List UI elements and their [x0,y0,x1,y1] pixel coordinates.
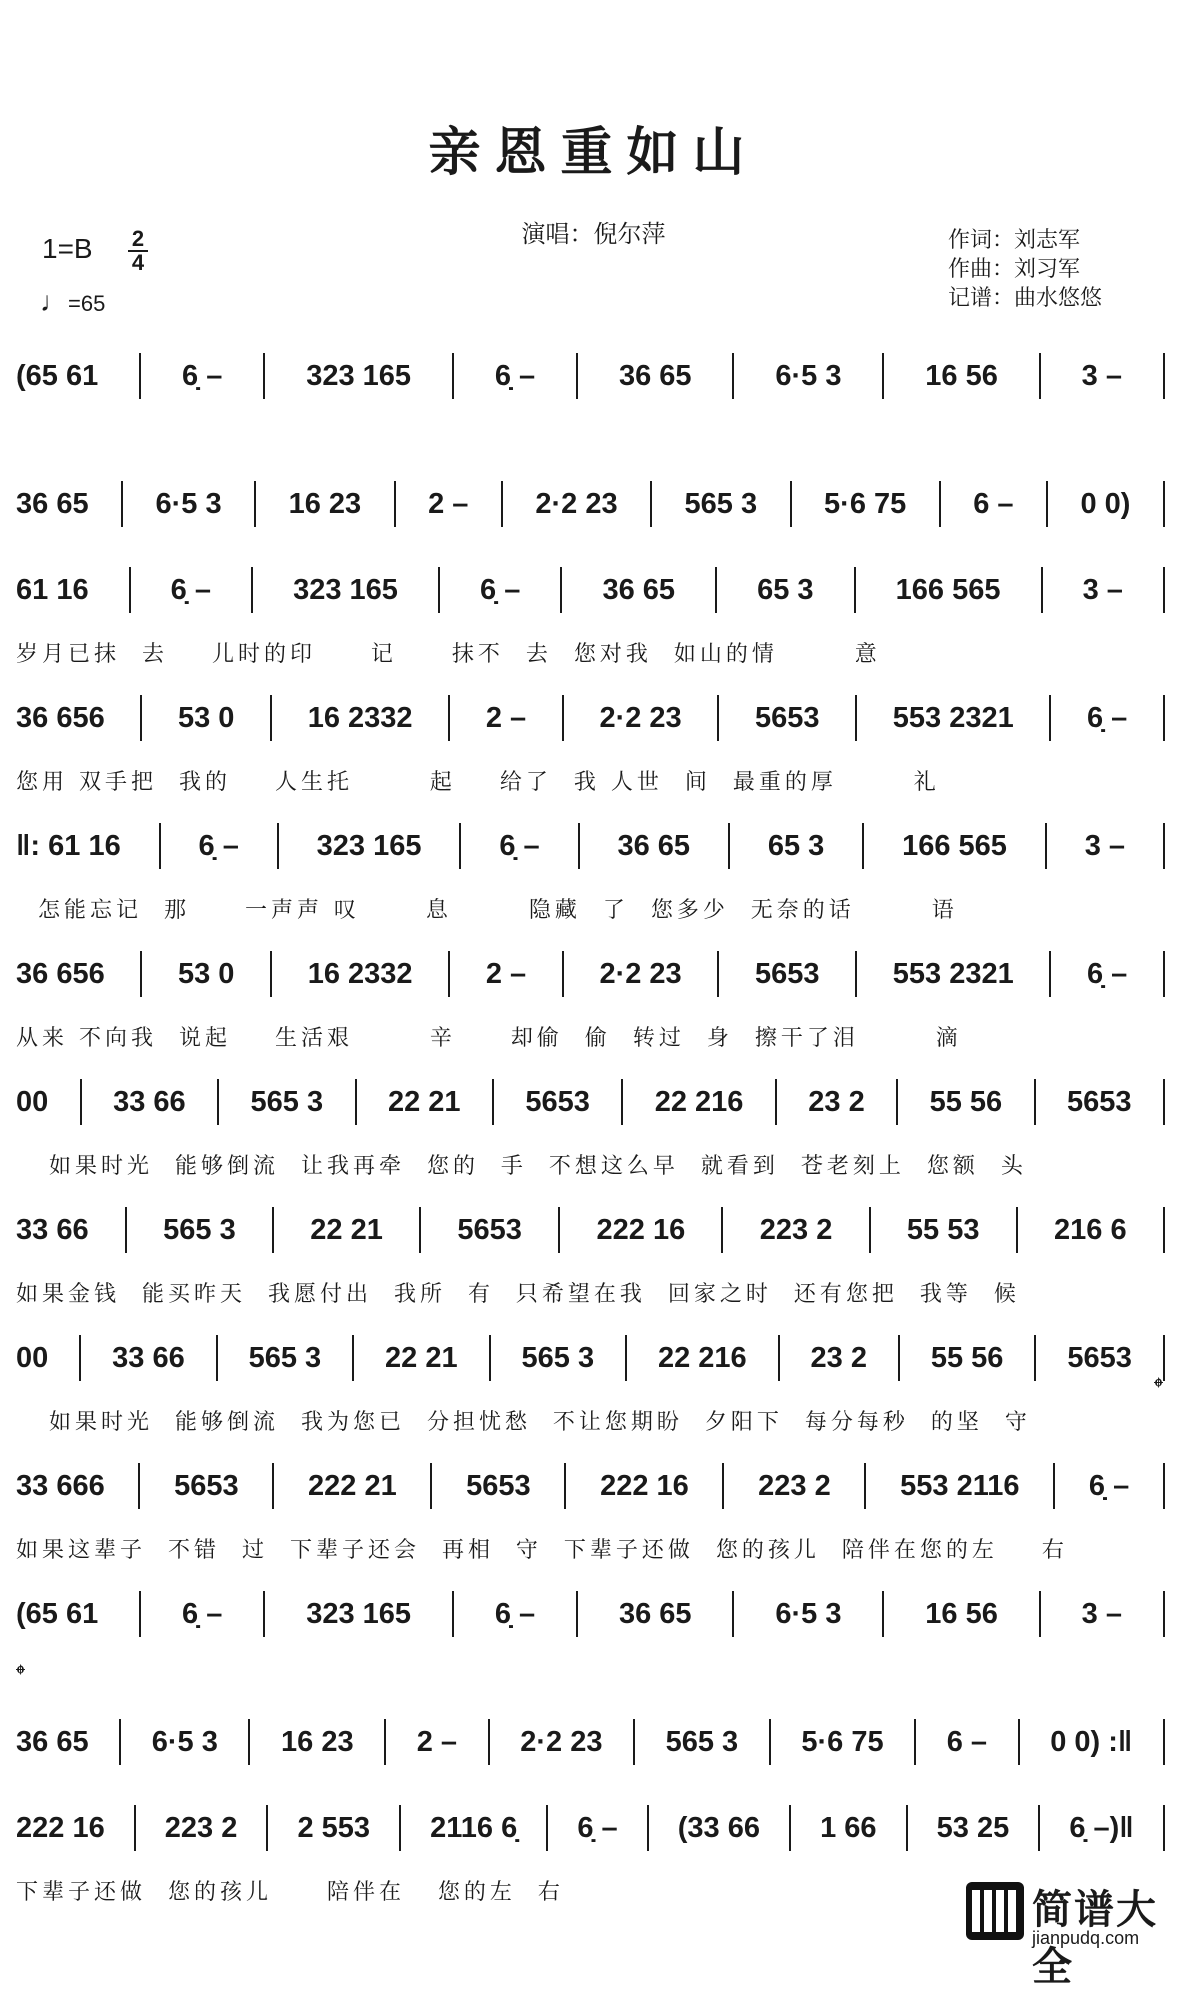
bar-line [159,823,161,869]
measure: 553 2321 [892,957,1014,990]
score-system [16,813,1171,941]
bar-line [251,567,253,613]
measure: 6̣ – [1087,957,1128,990]
measure: 36 65 [617,829,691,862]
measure: 22 21 [310,1213,383,1246]
lyrics-line: 下辈子还做 您的孩儿 陪伴在 您的左 右 [16,1880,564,1905]
measure: 2 – [485,701,527,734]
bar-line [855,695,857,741]
measure: 5·6 75 [824,487,907,520]
measure: 2 – [428,487,469,520]
measure: 2116 6̣ [430,1811,518,1844]
bar-line [562,951,564,997]
bar-line [769,1719,771,1765]
bar-line [263,353,265,399]
bar-line [399,1805,401,1851]
bar-line [448,951,450,997]
measure: 2 – [416,1725,458,1758]
bar-line [270,951,272,997]
bar-line [140,695,142,741]
measure: 6̣ –)‖ [1069,1811,1134,1844]
bar-line [1163,1335,1165,1381]
notes-row [16,479,1171,529]
measure: 6·5 3 [155,487,222,520]
bar-line [1045,823,1047,869]
bar-line [138,1463,140,1509]
watermark-url: jianpudq.com [1032,1928,1140,1948]
measure: 553 2116 [900,1469,1020,1502]
key-signature: 1=B [42,233,93,264]
measure: 6̣ – [480,573,521,606]
measure: 2·2 23 [520,1725,603,1758]
time-denominator: 4 [131,250,145,275]
measure: 5653 [1067,1085,1132,1118]
time-numerator: 2 [128,228,148,252]
notes-row [16,351,1171,401]
measure: 5653 [754,701,820,734]
measure: 565 3 [163,1213,236,1246]
bar-line [1163,353,1165,399]
bar-line [119,1719,121,1765]
bar-line [546,1805,548,1851]
bar-line [266,1805,268,1851]
bar-line [732,353,734,399]
bar-line [355,1079,357,1125]
bar-line [1034,1079,1036,1125]
lyrics-line: 从来 不向我 说起 生活艰 辛 却偷 偷 转过 身 擦干了泪 滴 [16,1026,962,1051]
bar-line [134,1805,136,1851]
notes-row [16,1077,1171,1127]
measure: 22 21 [387,1085,461,1118]
watermark-logo [966,1876,1176,1990]
bar-line [896,1079,898,1125]
bar-line [1163,951,1165,997]
score-system [16,1069,1171,1197]
bar-line [1039,1591,1041,1637]
bar-line [216,1335,218,1381]
bar-line [254,481,256,527]
score-system [16,941,1171,1069]
measure: 565 3 [250,1085,324,1118]
composer-credit: 作曲：刘习军 [948,257,1081,282]
bar-line [898,1335,900,1381]
measure: 2·2 23 [599,701,682,734]
bar-line [564,1463,566,1509]
bar-line [1034,1335,1036,1381]
bar-line [1163,1463,1165,1509]
singer-credit: 演唱：倪尔萍 [521,220,666,248]
notes-row [16,1717,1171,1767]
measure: 5653 [754,957,820,990]
tempo-value: =65 [68,291,106,316]
measure: 2 553 [297,1811,371,1844]
bar-line [1163,1805,1165,1851]
bar-line [129,567,131,613]
credits [948,226,1102,313]
bar-line [1046,481,1048,527]
bar-line [789,1805,791,1851]
bar-line [775,1079,777,1125]
measure: 323 165 [316,829,422,862]
measure: 6 – [973,487,1014,520]
measure: 16 2332 [307,701,413,734]
measure: 5653 [174,1469,239,1502]
measure: 33 66 [113,1085,186,1118]
score-system [16,471,1171,557]
bar-line [633,1719,635,1765]
bar-line [914,1719,916,1765]
bar-line [217,1079,219,1125]
bar-line [272,1463,274,1509]
measure: 2 – [485,957,527,990]
lyrics-line: 如果时光 能够倒流 让我再牵 您的 手 不想这么早 就看到 苍老刻上 您额 头 [16,1154,1027,1179]
bar-line [270,695,272,741]
measure: 166 565 [895,573,1001,606]
measure: 6̣ – [494,1597,536,1630]
measure: 222 16 [16,1811,105,1844]
measure: 23 2 [810,1341,867,1374]
score-system [16,1709,1171,1795]
measure: 22 216 [657,1341,747,1374]
bar-line [492,1079,494,1125]
song-title: 亲恩重如山 [428,122,759,183]
lyrics-line: 怎能忘记 那 一声声 叹 息 隐藏 了 您多少 无奈的话 语 [16,898,958,923]
bar-line [1163,823,1165,869]
time-signature [128,228,148,274]
measure: 222 16 [600,1469,689,1502]
bar-line [452,1591,454,1637]
measure: 222 16 [596,1213,686,1246]
bar-line [854,567,856,613]
coda-sign-icon: 𝄌 [1154,1373,1163,1403]
bar-line [488,1719,490,1765]
measure: 65 3 [767,829,825,862]
measure: (33 66 [677,1811,760,1844]
measure: 3 – [1082,573,1123,606]
bar-line [1053,1463,1055,1509]
lyrics-line: 如果这辈子 不错 过 下辈子还会 再相 守 下辈子还做 您的孩儿 陪伴在您的左 右 [16,1538,1068,1563]
measure: 5·6 75 [801,1725,884,1758]
measure: 5653 [457,1213,522,1246]
measure: 5653 [466,1469,531,1502]
measure: 565 3 [521,1341,595,1374]
bar-line [560,567,562,613]
bar-line [1039,353,1041,399]
bar-line [79,1335,81,1381]
measure: 36 65 [16,487,89,520]
bar-line [717,695,719,741]
bar-line [625,1335,627,1381]
bar-line [728,823,730,869]
score-system [16,1795,1171,1905]
score [16,343,1171,1905]
bar-line [855,951,857,997]
measure: 33 66 [112,1341,185,1374]
bar-line [1163,1591,1165,1637]
bar-line [1163,1207,1165,1253]
bar-line [263,1591,265,1637]
measure: 36 65 [602,573,676,606]
transcriber-credit: 记谱：曲水悠悠 [948,286,1103,311]
bar-line [80,1079,82,1125]
bar-line [430,1463,432,1509]
bar-line [394,481,396,527]
measure: 565 3 [684,487,758,520]
notes-row [16,1333,1171,1383]
measure: 36 65 [618,359,692,392]
bar-line [717,951,719,997]
notes-row [16,1803,1171,1853]
quarter-note-icon: ♩ [40,286,68,317]
bar-line [732,1591,734,1637]
score-system [16,1325,1171,1453]
bar-line [576,1591,578,1637]
lyrics-line: 如果金钱 能买昨天 我愿付出 我所 有 只希望在我 回家之时 还有您把 我等 候 [16,1282,1020,1307]
measure: 55 56 [929,1085,1003,1118]
bar-line [1018,1719,1020,1765]
measure: 6̣ – [1087,701,1128,734]
notes-row [16,821,1171,871]
bar-line [882,353,884,399]
bar-line [277,823,279,869]
measure: 61 16 [16,573,89,606]
bar-line [448,695,450,741]
measure: 6̣ – [499,829,540,862]
measure: 223 2 [164,1811,238,1844]
measure: 222 21 [308,1469,397,1502]
measure: 216 6 [1054,1213,1127,1246]
measure: (65 61 [16,1597,99,1630]
lyrics-line: 您用 双手把 我的 人生托 起 给了 我 人世 间 最重的厚 礼 [16,770,940,795]
bar-line [939,481,941,527]
bar-line [558,1207,560,1253]
bar-line [248,1719,250,1765]
bar-line [715,567,717,613]
score-system [16,1581,1171,1709]
measure: 00 [16,1341,49,1374]
bar-line [1163,695,1165,741]
measure: 6̣ – [1088,1469,1130,1502]
measure: 53 0 [177,957,235,990]
measure: 6·5 3 [775,1597,842,1630]
score-system [16,1197,1171,1325]
bar-line [139,353,141,399]
measure: 22 216 [654,1085,744,1118]
measure: 16 23 [281,1725,354,1758]
bar-line [452,353,454,399]
bar-line [869,1207,871,1253]
lyrics-line: 岁月已抹 去 儿时的印 记 抹不 去 您对我 如山的情 意 [16,642,881,667]
watermark-brand: 简谱大全 [1032,1887,1158,1990]
bar-line [352,1335,354,1381]
measure: 65 3 [757,573,814,606]
bar-line [647,1805,649,1851]
bar-line [1038,1805,1040,1851]
bar-line [1163,481,1165,527]
measure: 3 – [1084,829,1126,862]
bar-line [125,1207,127,1253]
notes-row [16,565,1171,615]
bar-line [562,695,564,741]
lyricist-credit: 作词：刘志军 [948,228,1081,253]
bar-line [1163,567,1165,613]
bar-line [722,1463,724,1509]
measure: 223 2 [758,1469,831,1502]
measure: 16 56 [925,1597,998,1630]
notes-row [16,1589,1171,1639]
measure: 2·2 23 [535,487,618,520]
bar-line [419,1207,421,1253]
measure: 323 165 [306,359,412,392]
score-system [16,685,1171,813]
bar-line [650,481,652,527]
measure: 16 23 [288,487,362,520]
measure: 323 165 [306,1597,412,1630]
measure: 2·2 23 [599,957,682,990]
measure: 53 25 [936,1811,1010,1844]
tempo-marking [40,286,105,318]
score-system [16,557,1171,685]
bar-line [578,823,580,869]
notes-row [16,693,1171,743]
bar-line [906,1805,908,1851]
measure: 1 66 [820,1811,877,1844]
measure: 3 – [1081,1597,1122,1630]
measure: 36 65 [16,1725,89,1758]
bar-line [1163,1719,1165,1765]
bar-line [1016,1207,1018,1253]
measure: 6̣ – [170,573,211,606]
measure: 6̣ – [494,359,536,392]
measure: 6 – [946,1725,988,1758]
piano-icon [966,1882,1024,1940]
measure: 6·5 3 [151,1725,218,1758]
score-system [16,343,1171,471]
measure: 323 165 [293,573,398,606]
bar-line [1049,695,1051,741]
measure: 22 21 [385,1341,458,1374]
measure: 33 66 [16,1213,89,1246]
measure: 223 2 [759,1213,833,1246]
bar-line [790,481,792,527]
bar-line [882,1591,884,1637]
bar-line [778,1335,780,1381]
measure: 166 565 [902,829,1007,862]
bar-line [272,1207,274,1253]
notes-row [16,1461,1171,1511]
bar-line [438,567,440,613]
measure: 5653 [525,1085,590,1118]
measure: ‖: 61 16 [16,829,121,862]
score-system [16,1453,1171,1581]
measure: 3 – [1081,359,1122,392]
measure: 33 666 [16,1469,105,1502]
measure: 36 65 [618,1597,692,1630]
measure: 565 3 [665,1725,739,1758]
measure: 36 656 [16,957,105,990]
bar-line [121,481,123,527]
bar-line [501,481,503,527]
measure: 6̣ – [182,359,223,392]
measure: 6·5 3 [775,359,842,392]
bar-line [1163,1079,1165,1125]
coda-sign-icon: 𝄌 [16,1660,25,1690]
bar-line [862,823,864,869]
measure: 55 53 [906,1213,980,1246]
measure: 0 0) [1080,487,1131,520]
bar-line [384,1719,386,1765]
bar-line [140,951,142,997]
measure: 5653 [1067,1341,1132,1374]
measure: 36 656 [16,701,105,734]
measure: 565 3 [248,1341,322,1374]
measure: 16 2332 [307,957,413,990]
bar-line [459,823,461,869]
measure: 16 56 [925,359,998,392]
bar-line [139,1591,141,1637]
measure: 23 2 [808,1085,865,1118]
measure: 6̣ – [198,829,239,862]
bar-line [1049,951,1051,997]
bar-line [721,1207,723,1253]
notes-row [16,949,1171,999]
measure: 53 0 [177,701,235,734]
measure: 55 56 [930,1341,1004,1374]
measure: 6̣ – [577,1811,618,1844]
measure: 553 2321 [892,701,1014,734]
measure: 00 [16,1085,49,1118]
lyrics-line: 如果时光 能够倒流 我为您已 分担忧愁 不让您期盼 夕阳下 每分每秒 的坚 守 [16,1410,1031,1435]
bar-line [864,1463,866,1509]
bar-line [576,353,578,399]
notes-row [16,1205,1171,1255]
bar-line [489,1335,491,1381]
bar-line [1041,567,1043,613]
measure: 6̣ – [182,1597,223,1630]
measure: (65 61 [16,359,99,392]
measure: 0 0) :‖ [1050,1725,1133,1758]
bar-line [621,1079,623,1125]
